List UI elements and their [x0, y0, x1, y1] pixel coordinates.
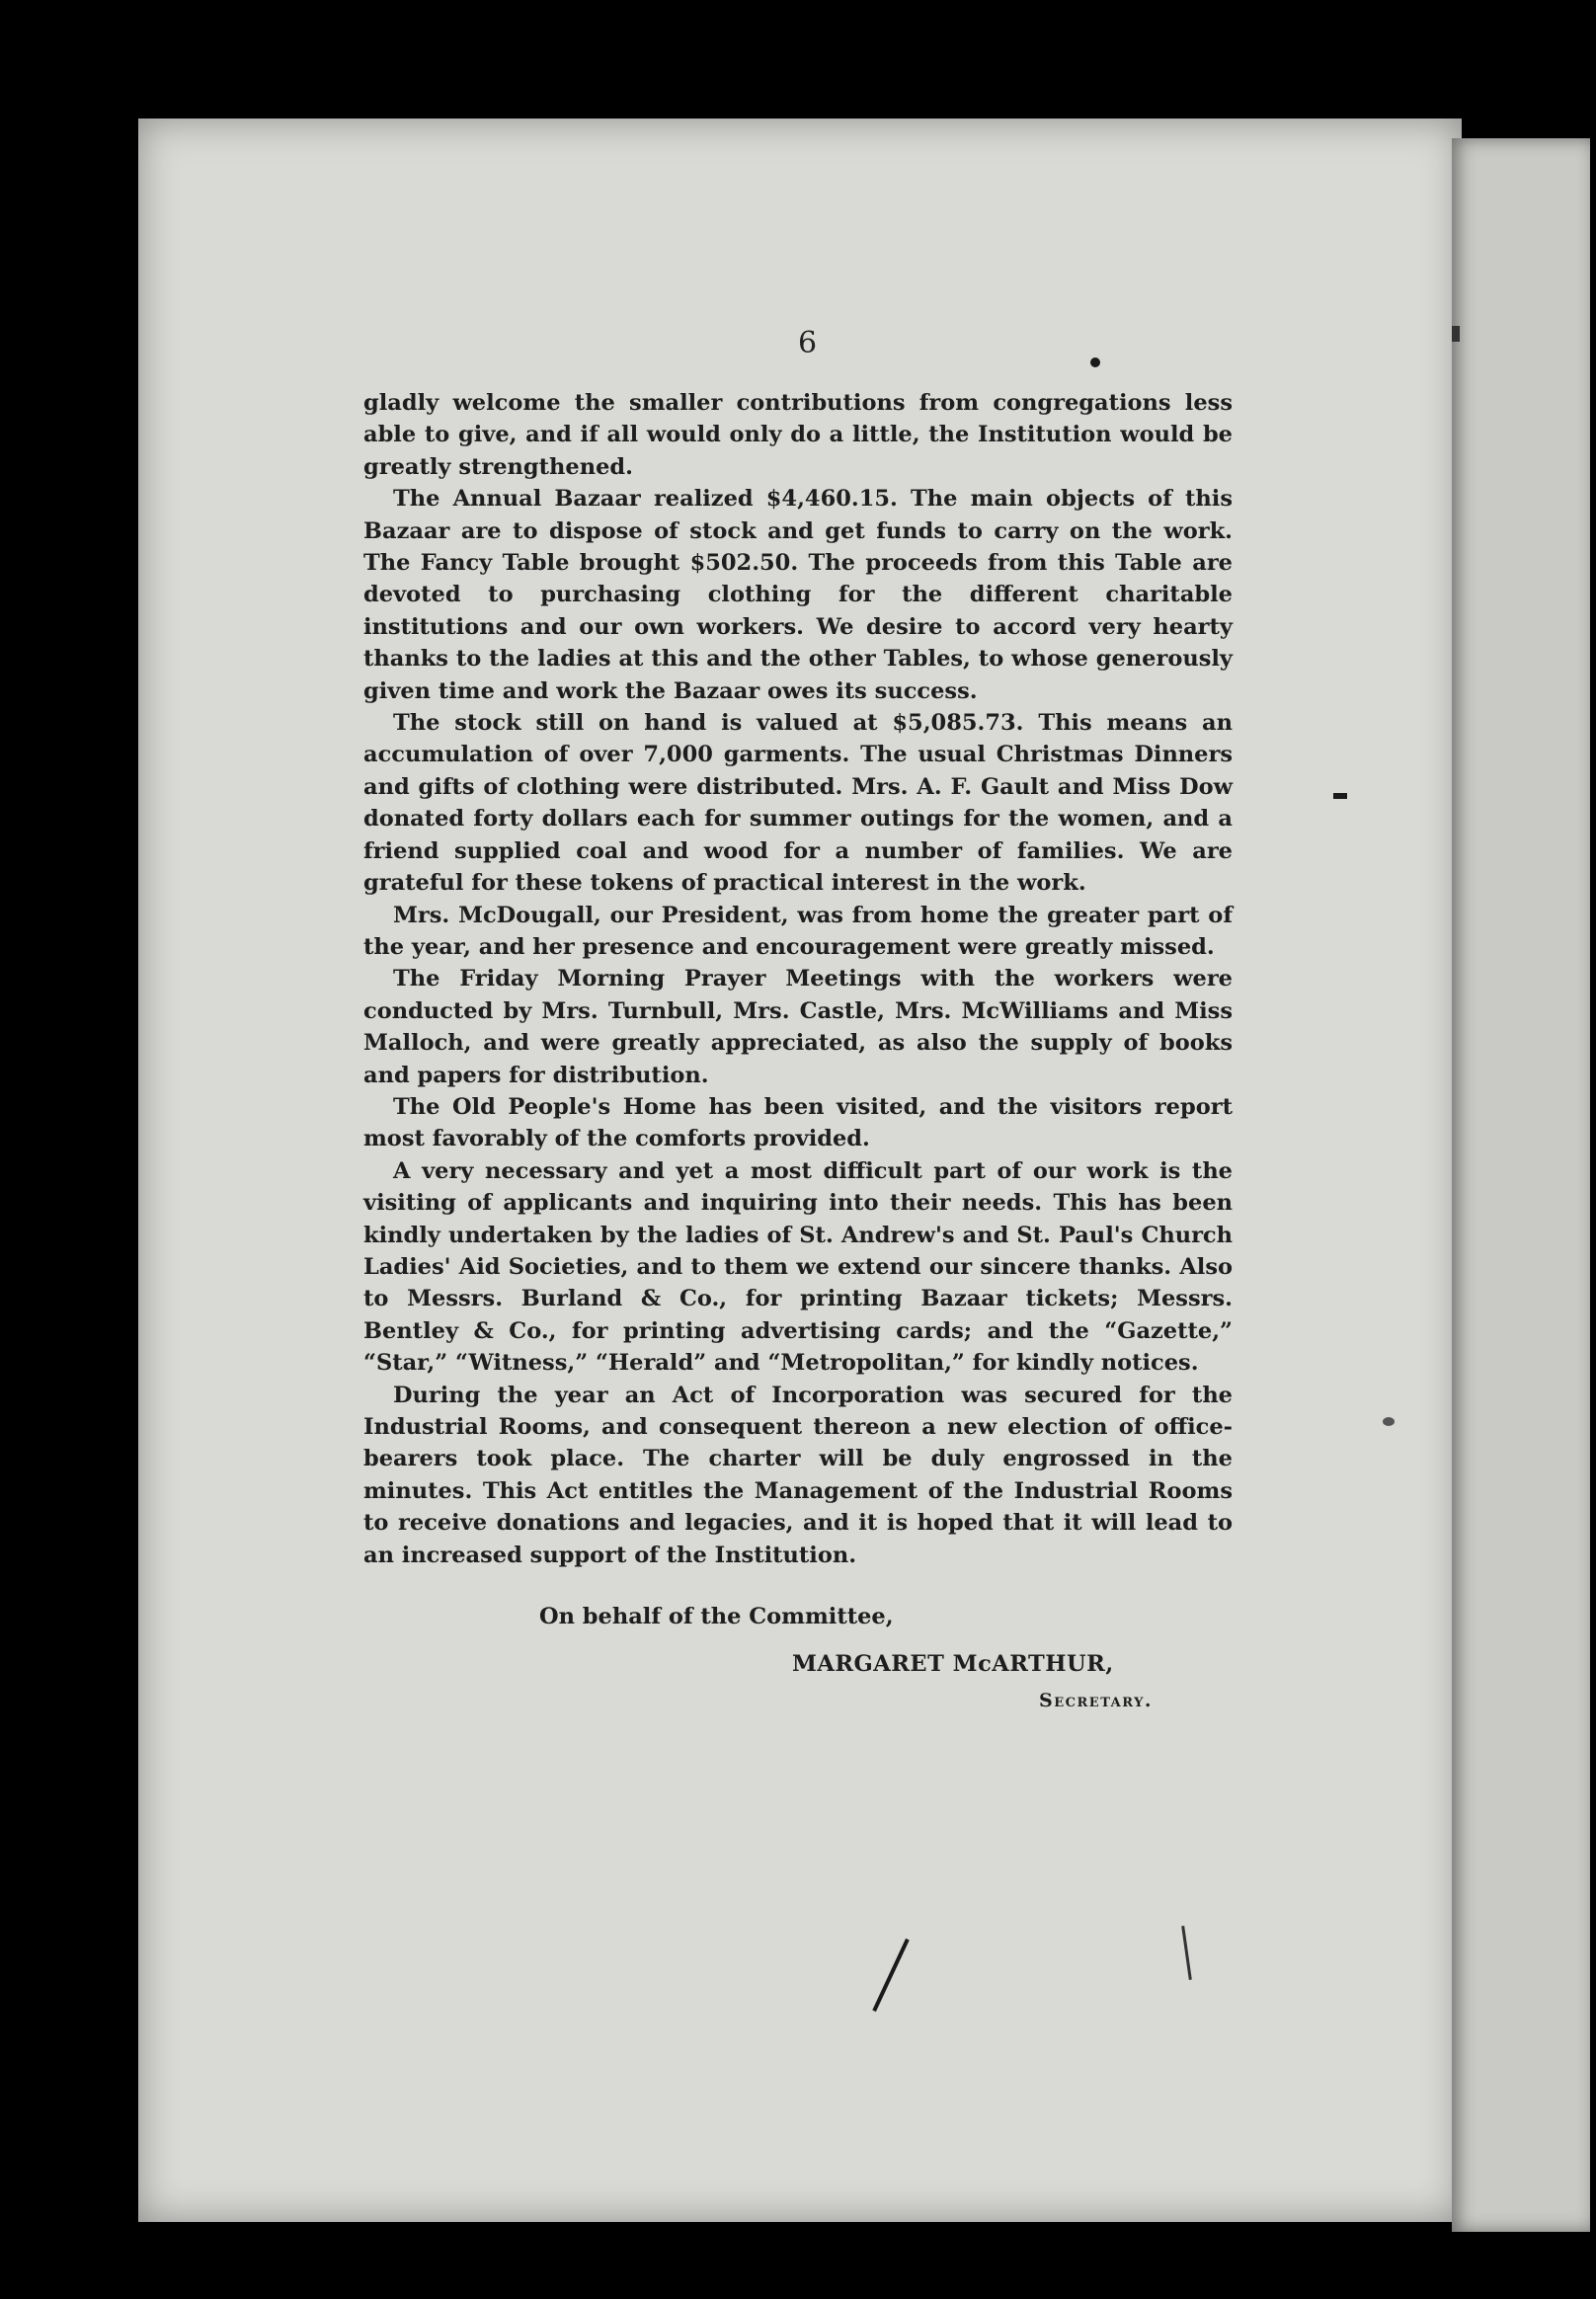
adjacent-page-edge [1452, 138, 1590, 2232]
body-text [363, 387, 1233, 1571]
page-number: 6 [798, 326, 818, 360]
signer-title: Secretary. [1039, 1690, 1154, 1711]
paragraph: A very necessary and yet a most difficult part of our work is the visiting of applicants and inquiring into their needs. This has been kindly undertaken by the ladies of St. Andrew's and St. Paul's Church Ladies' Aid Societies, and to them we extend our sincere thanks. Also to Messrs. Burland & Co., for printing Bazaar tickets; Messrs. Bentley & Co., for printing advertising cards; and the “Gazette,” “Star,” “Witness,” “Herald” and “Metropolitan,” for kindly notices. [363, 1157, 1233, 1377]
signer-name: MARGARET McARTHUR, [792, 1651, 1114, 1677]
closing-line: On behalf of the Committee, [539, 1604, 894, 1629]
paragraph: The Old People's Home has been visited, and the visitors report most favorably of the comforts provided. [363, 1093, 1233, 1152]
paragraph: The Friday Morning Prayer Meetings with the workers were conducted by Mrs. Turnbull, Mrs. Castle, Mrs. McWilliams and Miss Malloch, and were greatly appreciated, as also the supply of books and papers for distribution. [363, 966, 1233, 1088]
paragraph: The Annual Bazaar realized $4,460.15. The main objects of this Bazaar are to dispose of stock and get funds to carry on the work. The Fancy Table brought $502.50. The proceeds from this Table are devoted to purchasing clothing for the different charitable institutions and our own workers. We desire to accord very hearty thanks to the ladies at this and the other Tables, to whose generously given time and work the Bazaar owes its success. [363, 486, 1233, 704]
paragraph: Mrs. McDougall, our President, was from home the greater part of the year, and her presence and encouragement were greatly missed. [363, 902, 1233, 960]
paragraph: gladly welcome the smaller contributions from congregations less able to give, and if all would only do a little, the Institution would be greatly strengthened. [363, 390, 1233, 480]
speck-mark [1090, 357, 1100, 367]
speck-mark [1333, 793, 1347, 799]
speck-mark [1383, 1417, 1395, 1426]
paragraph: The stock still on hand is valued at $5,085.73. This means an accumulation of over 7,000 garments. The usual Christmas Dinners and gifts of clothing were distributed. Mrs. A. F. Gault and Miss Dow donated forty dollars each for summer outings for the women, and a friend supplied coal and wood for a number of families. We are grateful for these tokens of practical interest in the work. [363, 710, 1233, 897]
speck-mark [1452, 326, 1460, 342]
paragraph: During the year an Act of Incorporation was secured for the Industrial Rooms, and consequent thereon a new election of office-bearers took place. The charter will be duly engrossed in the minutes. This Act entitles the Management of the Industrial Rooms to receive donations and legacies, and it is hoped that it will lead to an increased support of the Institution. [363, 1382, 1233, 1568]
